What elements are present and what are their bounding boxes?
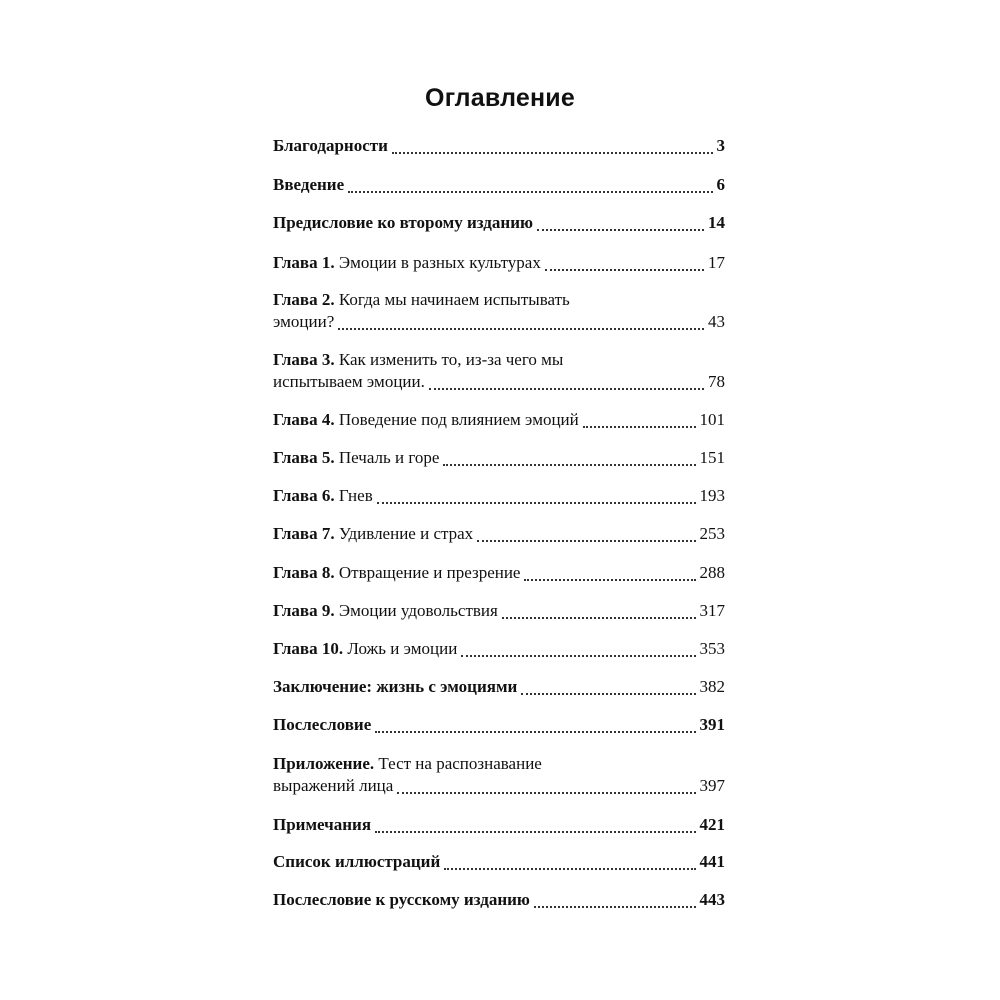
toc-entry-title: Ложь и эмоции [347, 639, 458, 658]
dot-leader [545, 249, 704, 271]
dot-leader [521, 673, 695, 695]
toc-entry-page: 391 [699, 715, 725, 734]
toc-entry [273, 485, 725, 507]
toc-entry-title: Печаль и горе [338, 448, 440, 467]
toc-entry [273, 753, 725, 797]
toc-entry [273, 676, 725, 698]
toc-entry-page: 421 [699, 815, 725, 834]
dot-leader [443, 444, 695, 466]
toc-entry [273, 851, 725, 873]
toc-entry-page: 17 [708, 253, 725, 272]
dot-leader [397, 772, 695, 794]
toc-entry-title: Гнев [338, 486, 373, 505]
dot-leader [375, 811, 695, 833]
dot-leader [534, 886, 696, 908]
dot-leader [461, 635, 695, 657]
toc-entry-page: 382 [699, 677, 725, 696]
toc-entry-page: 101 [699, 410, 725, 429]
toc-entry-page: 6 [716, 175, 725, 194]
dot-leader [537, 209, 704, 231]
toc-entry [273, 349, 725, 393]
toc-entry-lead: Глава 9. [273, 601, 335, 620]
toc-entry [273, 174, 725, 196]
dot-leader [429, 368, 704, 390]
toc-entry-page: 193 [699, 486, 725, 505]
toc-entry-title: Удивление и страх [338, 524, 474, 543]
toc-entry [273, 212, 725, 234]
dot-leader [583, 406, 696, 428]
toc-entry-lead: Глава 8. [273, 563, 335, 582]
toc-entry-lead: Глава 10. [273, 639, 344, 658]
toc-entry-lead: Глава 4. [273, 410, 335, 429]
dot-leader [348, 171, 712, 193]
toc-entry-title-continued: испытываем эмоции. [273, 372, 425, 391]
toc-entry-title: Когда мы начинаем испытывать [338, 290, 570, 309]
toc-entry-title: Тест на распознавание [378, 754, 542, 773]
toc-entry-page: 43 [708, 312, 725, 331]
toc-entry-lead: Глава 7. [273, 524, 335, 543]
toc-entry-title: Поведение под влиянием эмоций [338, 410, 579, 429]
toc-entry-title-continued: эмоции? [273, 312, 335, 331]
toc-entry [273, 814, 725, 836]
toc-entry-title: Эмоции в разных культурах [338, 253, 541, 272]
toc-entry [273, 409, 725, 431]
toc-entry-lead: Послесловие [273, 715, 372, 734]
toc-entry [273, 252, 725, 274]
toc-entry-lead: Послесловие к русскому изданию [273, 890, 530, 909]
toc-entry-lead: Список иллюстраций [273, 852, 441, 871]
toc-entry [273, 289, 725, 333]
toc-entry [273, 638, 725, 660]
toc-entry-page: 253 [699, 524, 725, 543]
toc-entry-lead: Глава 6. [273, 486, 335, 505]
toc-entry [273, 447, 725, 469]
toc-entry-page: 353 [699, 639, 725, 658]
dot-leader [477, 520, 695, 542]
toc-entry-title: Отвращение и презрение [338, 563, 521, 582]
toc-entry-page: 443 [699, 890, 725, 909]
toc-entry-page: 3 [716, 136, 725, 155]
dot-leader [392, 132, 713, 154]
toc-entry-lead: Введение [273, 175, 345, 194]
toc-entry-page: 397 [699, 776, 725, 795]
toc-entry [273, 523, 725, 545]
toc-entry-page: 151 [699, 448, 725, 467]
toc-entry-lead: Глава 1. [273, 253, 335, 272]
toc-entry [273, 135, 725, 157]
toc-entry [273, 714, 725, 736]
toc-entry-page: 288 [699, 563, 725, 582]
toc-entry-lead: Предисловие ко второму изданию [273, 213, 533, 232]
toc-entry [273, 562, 725, 584]
dot-leader [338, 308, 704, 330]
toc-entry-lead: Глава 3. [273, 350, 335, 369]
toc-entry [273, 889, 725, 911]
toc-entry-title-continued: выражений лица [273, 776, 394, 795]
dot-leader [377, 482, 696, 504]
toc-entry-title: Эмоции удовольствия [338, 601, 498, 620]
toc-entry-lead: Глава 2. [273, 290, 335, 309]
toc-entry-page: 78 [708, 372, 725, 391]
toc-entry-page: 14 [708, 213, 725, 232]
dot-leader [524, 559, 695, 581]
toc-entry-lead: Благодарности [273, 136, 388, 155]
toc-entry-lead: Приложение. [273, 754, 375, 773]
dot-leader [375, 711, 695, 733]
toc-entry-page: 317 [699, 601, 725, 620]
dot-leader [502, 597, 696, 619]
dot-leader [444, 848, 695, 870]
toc-entry-lead: Заключение: жизнь с эмоциями [273, 677, 518, 696]
toc-entry-lead: Примечания [273, 815, 372, 834]
toc-entry-lead: Глава 5. [273, 448, 335, 467]
page-title: Оглавление [425, 84, 575, 112]
toc-entry [273, 600, 725, 622]
toc-entry-title: Как изменить то, из-за чего мы [338, 350, 564, 369]
toc-entry-page: 441 [699, 852, 725, 871]
